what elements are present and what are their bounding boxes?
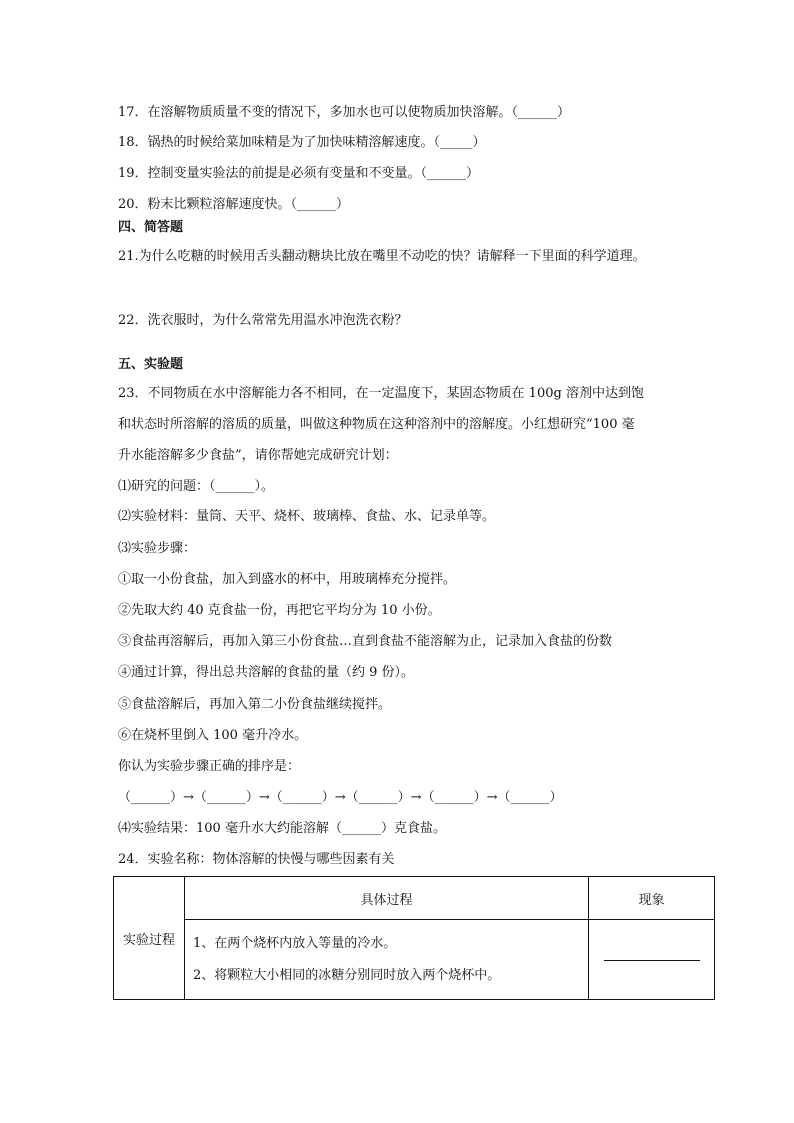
question-18: 18．锅热的时候给菜加味精是为了加快味精溶解速度。（_____） [118,135,486,150]
row-label-cell [114,877,185,1000]
row-label: 实验过程 [122,932,175,948]
section-5-heading: 五、实验题 [118,357,184,372]
question-23-line2: 和状态时所溶解的溶质的质量，叫做这种物质在这种溶剂中的溶解度。小红想研究“100 毫 [118,417,635,432]
header-process: 具体过程 [360,892,413,908]
question-20: 20．粉末比颗粒溶解速度快。（______） [118,197,350,212]
question-23-line3: 升水能溶解多少食盐”，请你帮她完成研究计划： [118,448,398,463]
phenomenon-blank[interactable] [604,959,700,961]
research-question: ⑴研究的问题：（______）。 [118,479,275,494]
step-2: ②先取大约 40 克食盐一份，再把它平均分为 10 小份。 [118,603,441,618]
process-cell [185,920,589,1000]
question-23-line1: 23．不同物质在水中溶解能力各不相同，在一定温度下，某固态物质在 100g 溶剂中达到饱 [118,386,644,401]
steps-heading: ⑶实验步骤： [118,541,197,556]
question-24: 24．实验名称：物体溶解的快慢与哪些因素有关 [118,852,395,867]
question-19: 19．控制变量实验法的前提是必须有变量和不变量。（______） [118,166,480,181]
question-21: 21.为什么吃糖的时候用舌头翻动糖块比放在嘴里不动吃的快？请解释一下里面的科学道理。 [118,249,646,264]
section-4-heading: 四、简答题 [118,220,184,235]
step-3: ③食盐再溶解后，再加入第三小份食盐…直到食盐不能溶解为止，记录加入食盐的份数 [118,634,613,649]
phenomenon-cell [589,920,715,1000]
order-blanks: （______）→（______）→（______）→（______）→（______）→（______） [118,790,563,805]
question-22: 22．洗衣服时，为什么常常先用温水冲泡洗衣粉？ [118,313,408,328]
step-6: ⑥在烧杯里倒入 100 毫升冷水。 [118,728,308,743]
process-step-2: 2、将颗粒大小相同的冰糖分别同时放入两个烧杯中。 [193,967,501,983]
experiment-table [113,876,715,1000]
step-5: ⑤食盐溶解后，再加入第二小份食盐继续搅拌。 [118,697,392,712]
question-17: 17．在溶解物质质量不变的情况下，多加水也可以使物质加快溶解。（______） [118,105,571,120]
step-4: ④通过计算，得出总共溶解的食盐的量（约 9 份）。 [118,665,415,680]
order-question: 你认为实验步骤正确的排序是： [118,759,301,774]
header-process-cell [185,877,589,920]
process-step-1: 1、在两个烧杯内放入等量的冷水。 [193,935,397,951]
header-phenomenon-cell [589,877,715,920]
materials: ⑵实验材料：量筒、天平、烧杯、玻璃棒、食盐、水、记录单等。 [118,509,496,524]
result: ⑷实验结果：100 毫升水大约能溶解（______）克食盐。 [118,821,446,836]
header-phenomenon: 现象 [638,892,665,908]
step-1: ①取一小份食盐，加入到盛水的杯中，用玻璃棒充分搅拌。 [118,572,457,587]
